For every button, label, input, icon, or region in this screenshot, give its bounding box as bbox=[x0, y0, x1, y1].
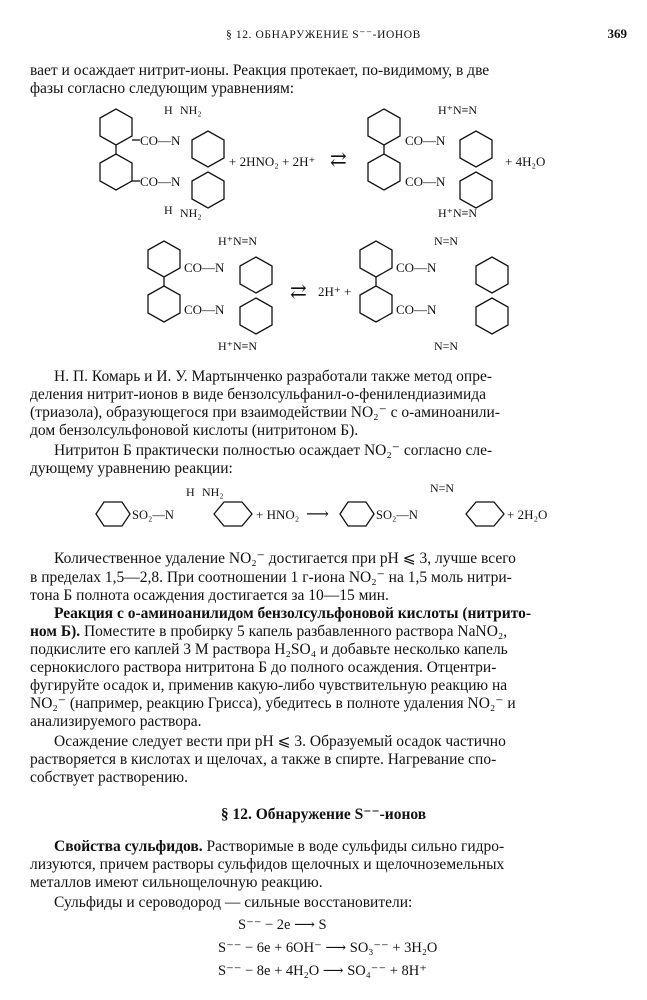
para4-line-3: подкислите его каплей 3 М раствора H₂SO₄ и добавьте несколько капель bbox=[30, 641, 508, 658]
diamine-molecule bbox=[100, 103, 224, 220]
para5-line-2: растворяется в кислотах и щелочах, а также в спирте. Нагревание спо- bbox=[30, 751, 497, 768]
benzene-ring bbox=[340, 502, 374, 526]
reagents-label: + 2HNO₂ + 2H⁺ bbox=[229, 154, 316, 169]
h-label: H bbox=[164, 203, 173, 217]
para4-bold-lead: Реакция с о-аминоанилидом бензолсульфоновой кислоты (нитрито- bbox=[54, 605, 532, 622]
co-n-label: CO—N bbox=[396, 302, 437, 317]
benzene-ring bbox=[214, 502, 252, 526]
co-n-label: CO—N bbox=[396, 260, 437, 275]
water-product-label: + 2H₂O bbox=[507, 507, 548, 522]
benzene-ring bbox=[96, 502, 130, 526]
para4-bold-lead-2: ном Б). bbox=[30, 623, 81, 640]
para5-line-3: собствует растворению. bbox=[30, 769, 188, 786]
para3-line-1: Количественное удаление NO₂⁻ достигается при pH ⩽ 3, лучше всего bbox=[54, 550, 516, 567]
para3-line-2: в пределах 1,5—2,8. При соотношении 1 г-иона NO₂⁻ на 1,5 моль нитри- bbox=[30, 569, 512, 586]
nh2-label: NH₂ bbox=[180, 206, 202, 220]
para4-line-4: сернокислого раствора нитритона Б до полного осаждения. Отцентри- bbox=[30, 659, 497, 676]
h-label: H bbox=[164, 103, 173, 117]
para6-line-1-rest: Растворимые в воде сульфиды сильно гидро- bbox=[202, 838, 505, 855]
co-n-label: CO—N bbox=[184, 260, 225, 275]
hno2-reagent: + HNO₂ bbox=[256, 507, 300, 522]
para6-bold-lead: Свойства сульфидов. bbox=[54, 838, 203, 855]
page-header bbox=[20, 27, 627, 45]
triazole-label: N=N bbox=[434, 234, 459, 248]
h-diazonium-label: H⁺N≡N bbox=[218, 234, 258, 248]
step2-plus-label: 2H⁺ + bbox=[318, 284, 352, 299]
para6-line-3: металлов имеют сильнощелочную реакцию. bbox=[30, 874, 323, 891]
intro-line-2: фазы согласно следующим уравнениям: bbox=[30, 80, 295, 97]
water-product-label: + 4H₂O bbox=[505, 154, 546, 169]
co-n-label: CO—N bbox=[140, 174, 181, 189]
so2n-label: SO₂—N bbox=[376, 508, 418, 522]
bis-diazonium-molecule bbox=[368, 103, 492, 220]
nh2-label: NH₂ bbox=[180, 103, 202, 117]
co-n-label: CO—N bbox=[405, 133, 446, 148]
section-heading: § 12. Обнаружение S⁻⁻-ионов bbox=[220, 806, 427, 823]
reaction-arrow: ⟶ bbox=[306, 506, 329, 523]
equilibrium-arrow: ⇄ bbox=[290, 281, 307, 303]
para7-line-1: Сульфиды и сероводород — сильные восстановители: bbox=[54, 894, 413, 911]
para4-line-6: NO₂⁻ (например, реакцию Грисса), убедитесь в полноте удаления NO₂⁻ и bbox=[30, 695, 516, 712]
reaction-scheme-2 bbox=[0, 480, 647, 548]
page-number: 369 bbox=[607, 26, 627, 41]
para2-line-2: дующему уравнению реакции: bbox=[30, 460, 233, 477]
para4-line-2-rest: Поместите в пробирку 5 капель разбавленного раствора NaNO₂, bbox=[80, 623, 508, 640]
para4-line-7: анализируемого раствора. bbox=[30, 713, 202, 730]
h-diazonium-label: H⁺N≡N bbox=[438, 206, 478, 220]
equilibrium-arrow: ⇄ bbox=[330, 149, 347, 171]
para1-line-3: (триазола), образующегося при взаимодействии NO₂⁻ с о-аминоанили- bbox=[30, 404, 500, 421]
nh2-label: NH₂ bbox=[202, 485, 224, 499]
co-n-label: CO—N bbox=[184, 302, 225, 317]
so2n-label: SO₂—N bbox=[132, 508, 174, 522]
para4-line-2 bbox=[30, 623, 620, 641]
equation-2: S⁻⁻ − 6e + 6OH⁻ ⟶ SO₃⁻⁻ + 3H₂O bbox=[218, 940, 438, 956]
para1-line-2: деления нитрит-ионов в виде бензолсульфанил-о-фенилендиазимида bbox=[30, 386, 487, 403]
h-label: H bbox=[186, 485, 195, 499]
co-n-label: CO—N bbox=[140, 133, 181, 148]
para6-line-1 bbox=[30, 838, 620, 856]
reaction-scheme-1 bbox=[0, 100, 647, 358]
triazole-label: N=N bbox=[430, 481, 455, 495]
running-title: § 12. ОБНАРУЖЕНИЕ S⁻⁻-ИОНОВ bbox=[226, 29, 421, 41]
para6-line-2: лизуются, причем растворы сульфидов щелочных и щелочноземельных bbox=[30, 856, 505, 873]
bis-diazonium-molecule-2 bbox=[148, 234, 272, 353]
para3-line-3: тона Б полнота осаждения достигается за 10—15 мин. bbox=[30, 587, 389, 604]
co-n-label: CO—N bbox=[405, 174, 446, 189]
intro-line-1: вает и осаждает нитрит-ионы. Реакция протекает, по-видимому, в две bbox=[30, 62, 490, 79]
equation-1: S⁻⁻ − 2e ⟶ S bbox=[238, 917, 327, 933]
para4-line-5: фугируйте осадок и, применив какую-либо чувствительную реакцию на bbox=[30, 677, 508, 694]
triazole-label: N=N bbox=[434, 339, 459, 353]
para1-line-1: Н. П. Комарь и И. У. Мартынченко разработали также метод опре- bbox=[54, 368, 493, 385]
para5-line-1: Осаждение следует вести при pH ⩽ 3. Образуемый осадок частично bbox=[54, 733, 506, 750]
equation-3: S⁻⁻ − 8e + 4H₂O ⟶ SO₄⁻⁻ + 8H⁺ bbox=[218, 963, 427, 979]
benzene-ring bbox=[466, 502, 504, 526]
bis-triazole-molecule bbox=[360, 234, 508, 353]
h-diazonium-label: H⁺N≡N bbox=[438, 103, 478, 117]
para1-line-4: дом бензолсульфоновой кислоты (нитритоном Б). bbox=[30, 422, 359, 439]
para2-line-1: Нитритон Б практически полностью осаждает NO₂⁻ согласно сле- bbox=[54, 442, 493, 459]
h-diazonium-label: H⁺N≡N bbox=[218, 339, 258, 353]
